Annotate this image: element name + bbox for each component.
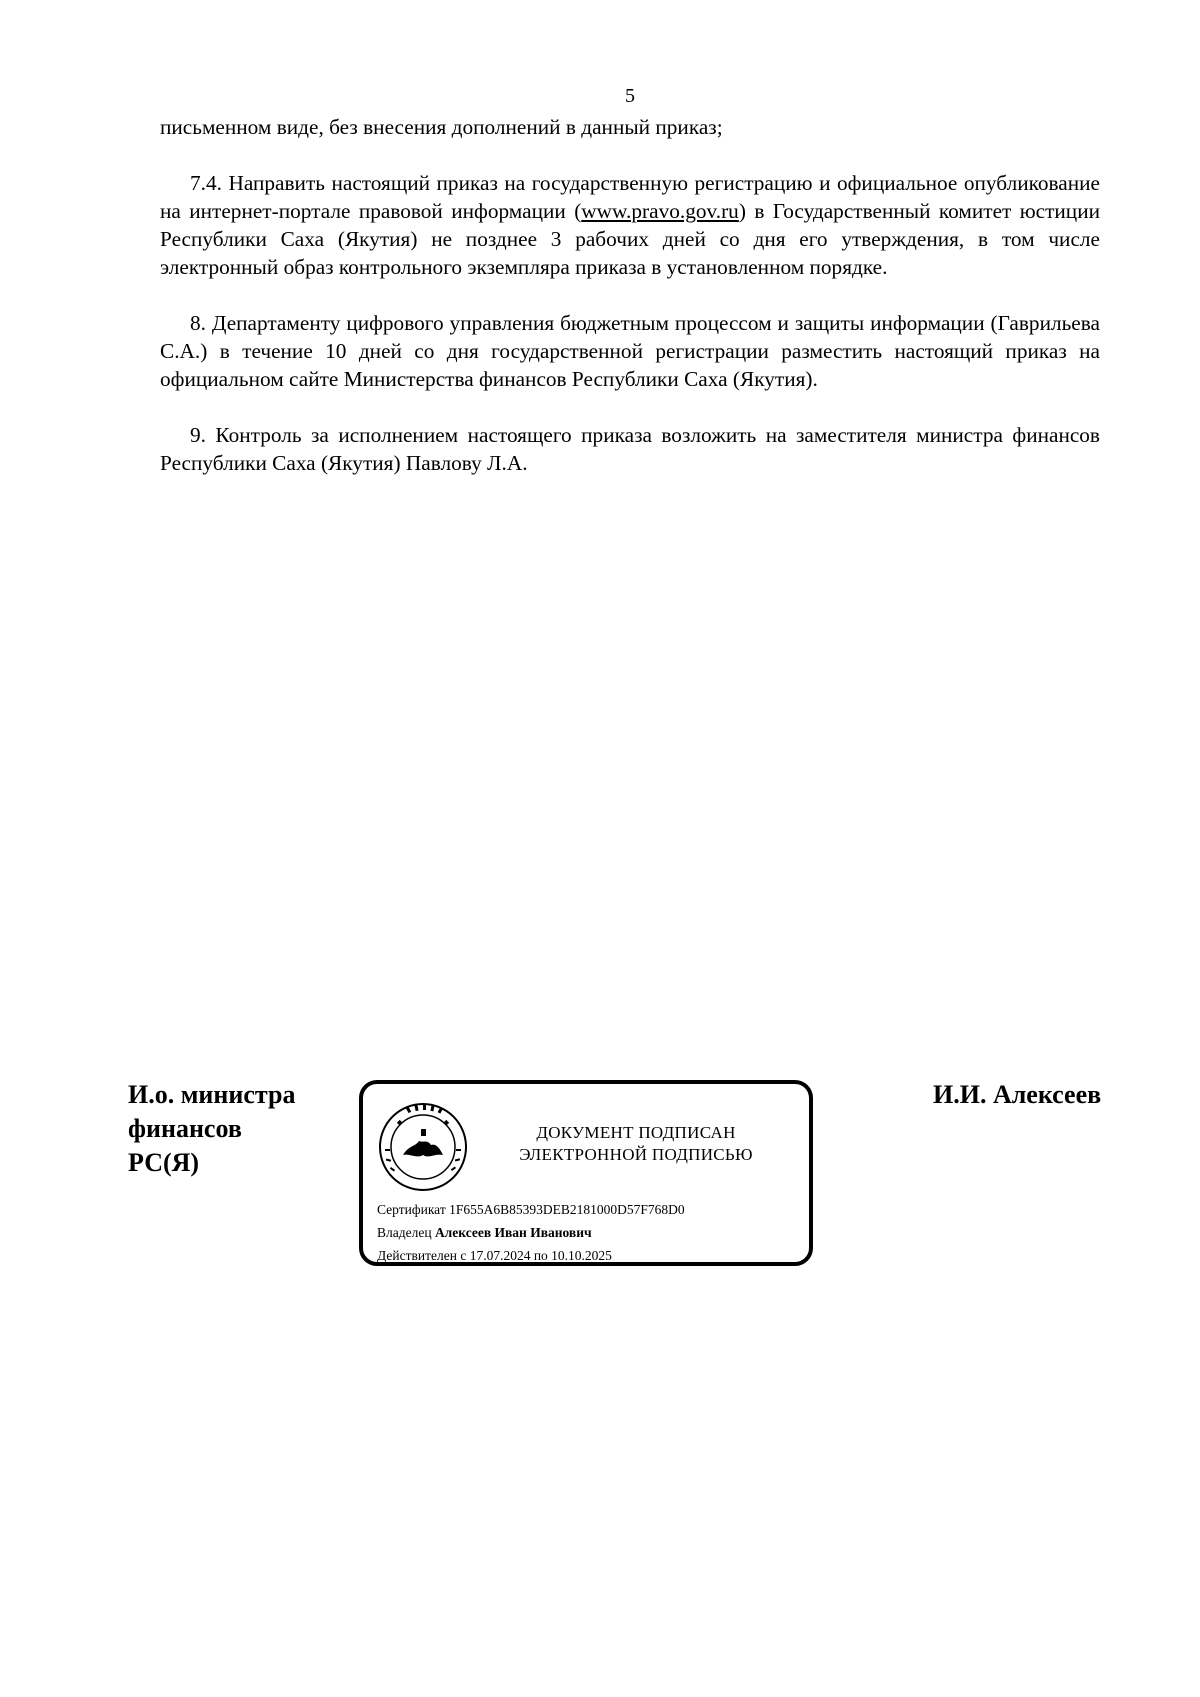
signer-title-line-2: финансов bbox=[128, 1114, 242, 1143]
stamp-heading-line-2: ЭЛЕКТРОННОЙ ПОДПИСЬЮ bbox=[519, 1145, 753, 1164]
electronic-signature-stamp bbox=[359, 1080, 813, 1266]
stamp-valid-from: 17.07.2024 bbox=[469, 1248, 531, 1263]
stamp-certificate-value: 1F655A6B85393DEB2181000D57F768D0 bbox=[449, 1202, 685, 1217]
paragraph-8: 8. Департаменту цифрового управления бюджетным процессом и защиты информации (Гаврильева С.А.) в течение 10 дней со дня государственной регистрации разместить настоящий приказ на официальном сайте Министерства финансов Республики Саха (Якутия). bbox=[160, 311, 1100, 391]
page-number: 5 bbox=[625, 85, 635, 107]
stamp-owner-row bbox=[377, 1221, 685, 1244]
signer-title bbox=[128, 1078, 295, 1180]
stamp-owner-value: Алексеев Иван Иванович bbox=[434, 1225, 592, 1240]
stamp-valid-to-label: по bbox=[533, 1248, 548, 1263]
pravo-portal-link[interactable]: www.pravo.gov.ru bbox=[581, 199, 739, 223]
stamp-certificate-row bbox=[377, 1198, 685, 1221]
paragraph-9: 9. Контроль за исполнением настоящего приказа возложить на заместителя министра финансов Республики Саха (Якутия) Павлову Л.А. bbox=[160, 423, 1100, 475]
stamp-heading-line-1: ДОКУМЕНТ ПОДПИСАН bbox=[536, 1123, 736, 1142]
paragraph-7-4-text-end: ) в Государственный комитет юстиции Республики Саха (Якутия) не позднее 3 рабочих дней со дня его утверждения, в том числе электронный образ контрольного экземпляра приказа в установленном порядке. bbox=[160, 199, 1100, 279]
stamp-valid-to: 10.10.2025 bbox=[551, 1248, 612, 1263]
signer-name: И.И. Алексеев bbox=[933, 1080, 1102, 1109]
stamp-owner-label: Владелец bbox=[377, 1225, 432, 1240]
document-body bbox=[160, 113, 1100, 477]
paragraph-continuation: письменном виде, без внесения дополнений в данный приказ; bbox=[160, 115, 723, 139]
signer-title-line-1: И.о. министра bbox=[128, 1080, 296, 1109]
stamp-info bbox=[377, 1198, 685, 1267]
stamp-valid-from-label: с bbox=[460, 1248, 467, 1263]
paragraph-7-4 bbox=[160, 169, 1100, 281]
stamp-certificate-label: Сертификат bbox=[377, 1202, 446, 1217]
stamp-valid-label: Действителен bbox=[377, 1248, 457, 1263]
signer-title-line-3: РС(Я) bbox=[128, 1148, 200, 1177]
stamp-heading bbox=[481, 1122, 791, 1166]
stamp-validity-row bbox=[377, 1244, 685, 1267]
coat-of-arms-emblem-icon bbox=[377, 1101, 469, 1193]
paragraph-7-4-text-start: 7.4. Направить настоящий приказ на государственную регистрацию и официальное опубликование на интернет-портале правовой информации ( bbox=[160, 171, 1100, 223]
